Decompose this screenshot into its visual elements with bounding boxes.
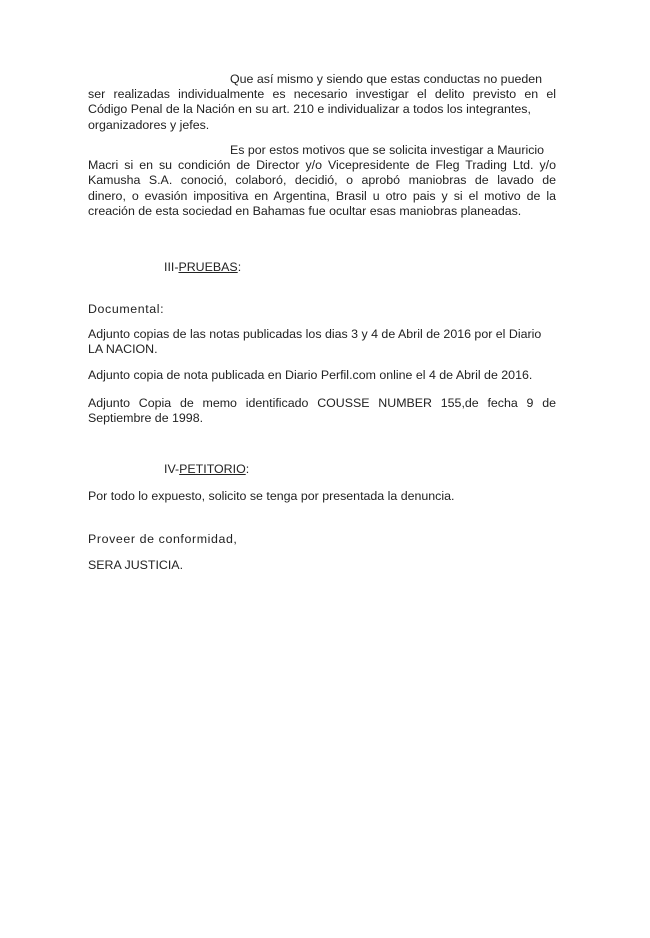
section-heading-petitorio: [164, 462, 249, 477]
paragraph-line: Kamusha S.A. conoció, colaboró, decidió, o aprobó maniobras de lavado de: [88, 173, 556, 188]
section-title: PRUEBAS: [178, 260, 238, 274]
pruebas-label: Documental:: [88, 302, 165, 316]
paragraph-line: Código Penal de la Nación en su art. 210 e individualizar a todos los integrantes,: [88, 102, 531, 117]
section-heading-pruebas: [164, 260, 241, 275]
paragraph-line: LA NACION.: [88, 342, 158, 357]
section-title: PETITORIO: [179, 462, 246, 476]
pruebas-item-3: [88, 396, 556, 426]
closing-text: SERA JUSTICIA.: [88, 558, 184, 572]
paragraph-line: Es por estos motivos que se solicita investigar a Mauricio: [230, 143, 545, 157]
paragraph-line: Adjunto copias de las notas publicadas los dias 3 y 4 de Abril de 2016 por el Diario: [88, 327, 542, 341]
paragraph-asociacion-ilicita: [88, 72, 556, 133]
paragraph-solicitud: [88, 143, 556, 219]
section-suffix: :: [245, 462, 250, 476]
section-number: III-: [164, 260, 179, 274]
paragraph-line: Que así mismo y siendo que estas conductas no pueden: [230, 72, 543, 86]
pruebas-item-1: [88, 327, 556, 357]
section-number: IV-: [164, 462, 180, 476]
paragraph-line: creación de esta sociedad en Bahamas fue ocultar esas maniobras planeadas.: [88, 203, 522, 218]
proveer-text: Proveer de conformidad,: [88, 532, 238, 546]
paragraph-line: dinero, o evasión impositiva en Argentina, Brasil u otro pais y si el motivo de la: [88, 188, 556, 203]
paragraph-line: Septiembre de 1998.: [88, 411, 204, 426]
paragraph-line: ser realizadas individualmente es necesario investigar el delito previsto en el: [88, 87, 556, 102]
petitorio-text: Por todo lo expuesto, solicito se tenga por presentada la denuncia.: [88, 489, 455, 503]
paragraph-line: Adjunto Copia de memo identificado COUSSE NUMBER 155,de fecha 9 de: [88, 396, 556, 410]
section-suffix: :: [237, 260, 242, 274]
paragraph-line: organizadores y jefes.: [88, 117, 210, 132]
paragraph-line: Macri si en su condición de Director y/o Vicepresidente de Fleg Trading Ltd. y/o: [88, 158, 556, 173]
pruebas-item-2: Adjunto copia de nota publicada en Diario Perfil.com online el 4 de Abril de 2016.: [88, 368, 533, 382]
